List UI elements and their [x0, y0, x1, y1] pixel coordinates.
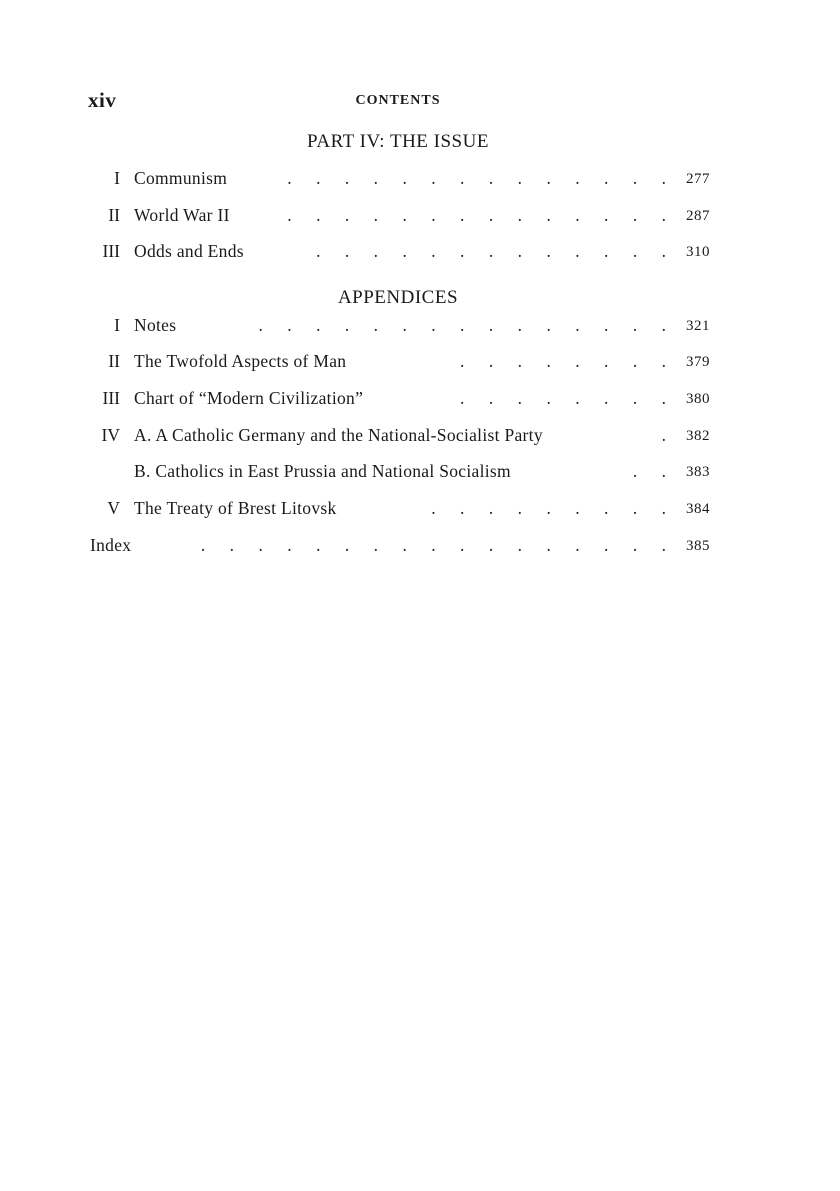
toc-entry	[88, 388, 710, 414]
index-title: Index	[90, 535, 132, 555]
toc-entry	[88, 241, 710, 267]
page-number: xiv	[88, 88, 117, 112]
appendix-number: IV	[101, 425, 120, 445]
dot-leader: ........	[460, 388, 666, 408]
dot-leader: .........	[431, 498, 666, 518]
toc-entry	[88, 351, 710, 377]
page-ref: 380	[686, 391, 710, 407]
chapter-title: World War II	[134, 205, 230, 225]
dot-leader: ..	[632, 461, 666, 481]
toc-entry	[88, 425, 710, 451]
toc-entry	[88, 168, 710, 194]
page-ref: 310	[686, 244, 710, 260]
chapter-number: II	[108, 205, 120, 225]
appendix-title: The Treaty of Brest Litovsk	[134, 498, 337, 518]
page-ref: 379	[686, 354, 710, 370]
toc-entry	[88, 461, 710, 487]
running-head: CONTENTS	[355, 93, 441, 108]
toc-entry-index	[88, 535, 710, 561]
appendices-heading: APPENDICES	[337, 287, 459, 308]
toc-entry	[88, 315, 710, 341]
appendix-title: The Twofold Aspects of Man	[134, 351, 347, 371]
appendix-title: A. A Catholic Germany and the National-Socialist Party	[134, 425, 543, 445]
dot-leader: ..............	[287, 168, 666, 188]
chapter-number: III	[102, 241, 120, 261]
page-ref: 382	[686, 428, 710, 444]
appendix-number: II	[108, 351, 120, 371]
chapter-title: Communism	[134, 168, 228, 188]
part-heading: PART IV: THE ISSUE	[307, 131, 489, 152]
appendix-title: Chart of “Modern Civilization”	[134, 388, 364, 408]
dot-leader: .............	[316, 241, 666, 261]
chapter-number: I	[114, 168, 120, 188]
toc-entry	[88, 205, 710, 231]
page-ref: 383	[686, 464, 710, 480]
dot-leader: .	[661, 425, 666, 445]
dot-leader: ..............	[287, 205, 666, 225]
page-ref: 277	[686, 171, 710, 187]
page-ref: 321	[686, 318, 710, 334]
chapter-title: Odds and Ends	[134, 241, 244, 261]
page-ref: 287	[686, 208, 710, 224]
appendix-title: B. Catholics in East Prussia and National Socialism	[134, 461, 511, 481]
dot-leader: ...............	[258, 315, 666, 335]
page-ref: 384	[686, 501, 710, 517]
page-ref: 385	[686, 538, 710, 554]
appendix-number: V	[107, 498, 120, 518]
appendix-number: I	[114, 315, 120, 335]
dot-leader: .................	[200, 535, 666, 555]
page-header	[88, 88, 708, 118]
dot-leader: ........	[460, 351, 666, 371]
appendix-number: III	[102, 388, 120, 408]
toc-entry	[88, 498, 710, 524]
appendix-title: Notes	[134, 315, 177, 335]
